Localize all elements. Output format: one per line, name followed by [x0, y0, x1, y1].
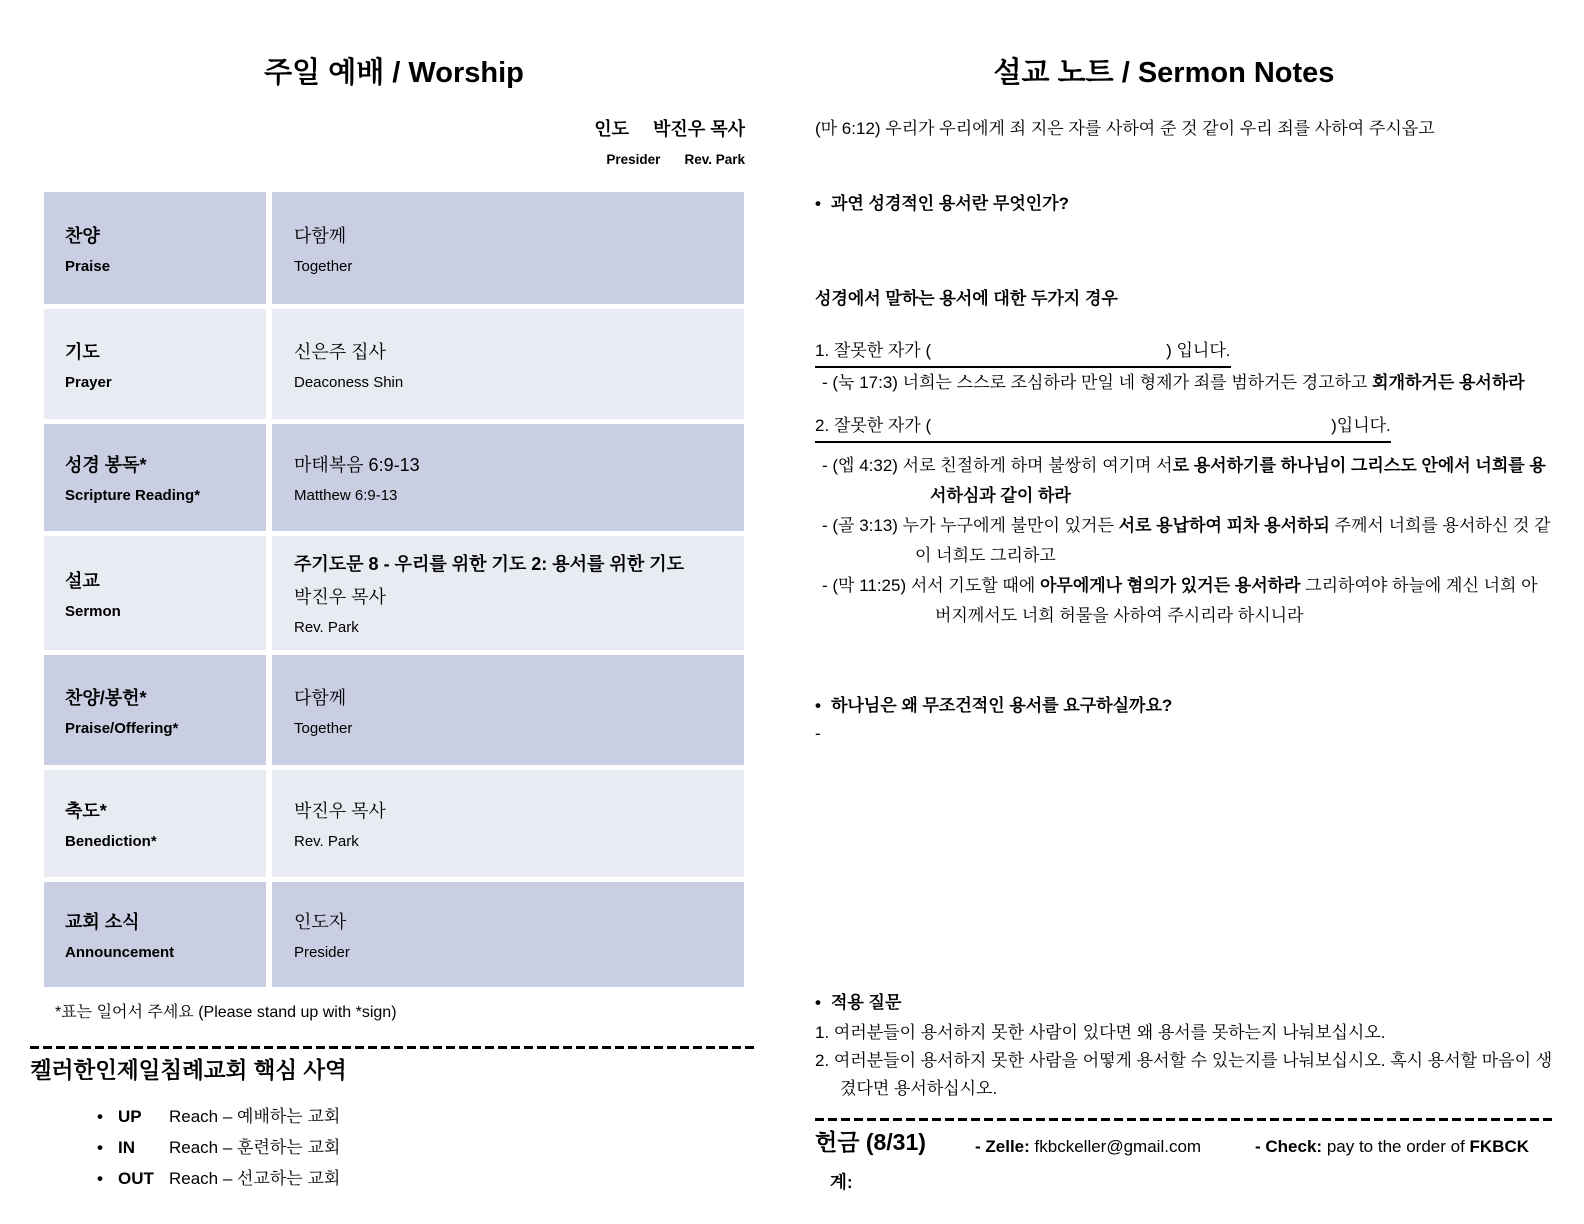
- check-payee: FKBCK: [1469, 1137, 1530, 1156]
- stand-up-note: *표는 일어서 주세요 (Please stand up with *sign): [55, 1004, 397, 1021]
- bullet-icon: •: [97, 1169, 103, 1188]
- application-item-2-line1: 2. 여러분들이 용서하지 못한 사람을 어떻게 용서할 수 있는지를 나눠보십시오. 혹시 용서할 마음이 생: [815, 1051, 1553, 1070]
- check-value: pay to the order of: [1326, 1137, 1470, 1156]
- offering-zelle: [975, 1136, 1201, 1159]
- row-value-kr: 신은주 집사: [294, 341, 386, 362]
- row-label-kr: 교회 소식: [65, 912, 140, 932]
- check-label: - Check:: [1255, 1137, 1323, 1156]
- row-label-en: Praise/Offering*: [65, 719, 179, 737]
- core-ministry-item-in: [97, 1133, 340, 1164]
- verse-colossians-line2: 이 너희도 그리하고: [915, 546, 1056, 565]
- row-value-en: Rev. Park: [294, 833, 359, 850]
- row-value-en: Deaconess Shin: [294, 373, 404, 391]
- application-heading: • 적용 질문: [815, 993, 902, 1012]
- core-item-label: UP: [118, 1107, 142, 1126]
- presider-block: [594, 115, 745, 167]
- bullet-icon: •: [97, 1138, 103, 1157]
- presider-name-kr: 박진우 목사: [653, 119, 745, 139]
- worship-title: 주일 예배 / Worship: [264, 57, 524, 89]
- row-label-kr: 기도: [65, 341, 100, 362]
- core-ministry-item-up: [97, 1102, 340, 1133]
- main-verse: (마 6:12) 우리가 우리에게 죄 지은 자를 사하여 준 것 같이 우리 죄를 사하여 주시옵고: [815, 119, 1435, 138]
- row-value-kr: 인도자: [294, 912, 347, 932]
- verse-ephesians-line1: - (엡 4:32) 서로 친절하게 하며 불쌍히 여기며 서로 용서하기를 하나님이 그리스도 안에서 너희를 용: [822, 456, 1546, 475]
- presider-role-en: Presider: [606, 152, 661, 167]
- table-row-scripture: [44, 424, 744, 531]
- sermon-notes-page: [792, 0, 1584, 1224]
- row-label-en: Announcement: [65, 944, 175, 961]
- verse-colossians-line1: - (골 3:13) 누가 누구에게 불만이 있거든 서로 용납하여 피차 용서하되 주께서 너희를 용서하신 것 같: [822, 516, 1551, 535]
- case1-heading: 1. 잘못한 자가 ( ) 입니다.: [815, 340, 1231, 368]
- core-ministry-list: [97, 1102, 340, 1195]
- row-label-en: Scripture Reading*: [65, 487, 201, 504]
- row-value-kr: 박진우 목사: [294, 801, 386, 821]
- presider-name-en: Rev. Park: [684, 152, 745, 167]
- table-row-praise-offering: [44, 655, 744, 765]
- table-row-sermon: [44, 536, 744, 650]
- two-cases-heading: 성경에서 말하는 용서에 대한 두가지 경우: [815, 289, 1118, 308]
- sermon-title-line: 주기도문 8 - 우리를 위한 기도 2: 용서를 위한 기도: [294, 554, 685, 574]
- presider-role-kr: 인도: [594, 119, 630, 139]
- core-item-text: Reach – 선교하는 교회: [169, 1169, 341, 1188]
- question-why-unconditional: • 하나님은 왜 무조건적인 용서를 요구하실까요?: [815, 696, 1173, 715]
- row-value-en: Together: [294, 257, 353, 275]
- offering-total-label: 계:: [830, 1172, 853, 1192]
- verse-luke: - (눅 17:3) 너희는 스스로 조심하라 만일 네 형제가 죄를 범하거든 경고하고 회개하거든 용서하라: [822, 373, 1525, 392]
- row-value-en: Rev. Park: [294, 619, 359, 636]
- table-row-prayer: [44, 309, 744, 419]
- bullet-icon: •: [815, 993, 821, 1012]
- section-divider: [30, 1046, 757, 1049]
- presider-line-en: [594, 152, 745, 167]
- question-biblical-forgiveness: • 과연 성경적인 용서란 무엇인가?: [815, 194, 1069, 213]
- row-label-kr: 성경 봉독*: [65, 455, 147, 475]
- table-row-announcement: [44, 882, 744, 987]
- row-label-en: Praise: [65, 257, 111, 275]
- offering-check: [1255, 1136, 1529, 1159]
- row-value-kr: 다함께: [294, 687, 347, 708]
- core-ministry-heading: 켈러한인제일침례교회 핵심 사역: [30, 1058, 347, 1083]
- row-value-kr: 마태복음 6:9-13: [294, 455, 420, 475]
- verse-ephesians-line2: 서하심과 같이 하라: [930, 486, 1071, 505]
- application-item-2-line2: 겼다면 용서하십시오.: [840, 1079, 998, 1098]
- row-label-en: Prayer: [65, 373, 112, 391]
- row-value-kr: 박진우 목사: [294, 587, 386, 607]
- sermon-notes-title: 설교 노트 / Sermon Notes: [993, 57, 1335, 89]
- table-row-benediction: [44, 770, 744, 877]
- row-value-en: Together: [294, 719, 353, 737]
- row-value-en: Presider: [294, 944, 350, 961]
- verse-mark-line2: 버지께서도 너희 허물을 사하여 주시리라 하시니라: [935, 606, 1304, 625]
- core-item-text: Reach – 훈련하는 교회: [169, 1138, 341, 1157]
- core-ministry-item-out: [97, 1164, 340, 1195]
- bullet-icon: •: [97, 1107, 103, 1126]
- presider-line-kr: [594, 115, 745, 141]
- dash-placeholder: -: [815, 724, 821, 743]
- worship-order-table: [44, 192, 744, 987]
- row-label-kr: 축도*: [65, 801, 107, 821]
- row-label-en: Benediction*: [65, 833, 157, 850]
- bullet-icon: •: [815, 194, 821, 213]
- row-label-kr: 찬양: [65, 225, 100, 246]
- row-label-en: Sermon: [65, 602, 121, 620]
- row-value-kr: 다함께: [294, 225, 347, 246]
- core-item-label: OUT: [118, 1169, 154, 1188]
- bullet-icon: •: [815, 696, 821, 715]
- offering-label: 헌금 (8/31): [815, 1129, 926, 1155]
- core-item-label: IN: [118, 1138, 135, 1157]
- offering-divider: [815, 1118, 1555, 1121]
- row-value-en: Matthew 6:9-13: [294, 487, 398, 504]
- table-row-praise: [44, 192, 744, 304]
- row-label-kr: 설교: [65, 570, 100, 591]
- core-item-text: Reach – 예배하는 교회: [169, 1107, 341, 1126]
- case2-heading: 2. 잘못한 자가 ( )입니다.: [815, 415, 1391, 443]
- row-label-kr: 찬양/봉헌*: [65, 687, 147, 708]
- application-item-1: 1. 여러분들이 용서하지 못한 사람이 있다면 왜 용서를 못하는지 나눠보십시오.: [815, 1023, 1386, 1042]
- zelle-label: - Zelle:: [975, 1137, 1030, 1156]
- zelle-value: fkbckeller@gmail.com: [1034, 1137, 1202, 1156]
- verse-mark-line1: - (막 11:25) 서서 기도할 때에 아무에게나 혐의가 있거든 용서하라 그리하여야 하늘에 계신 너희 아: [822, 576, 1538, 595]
